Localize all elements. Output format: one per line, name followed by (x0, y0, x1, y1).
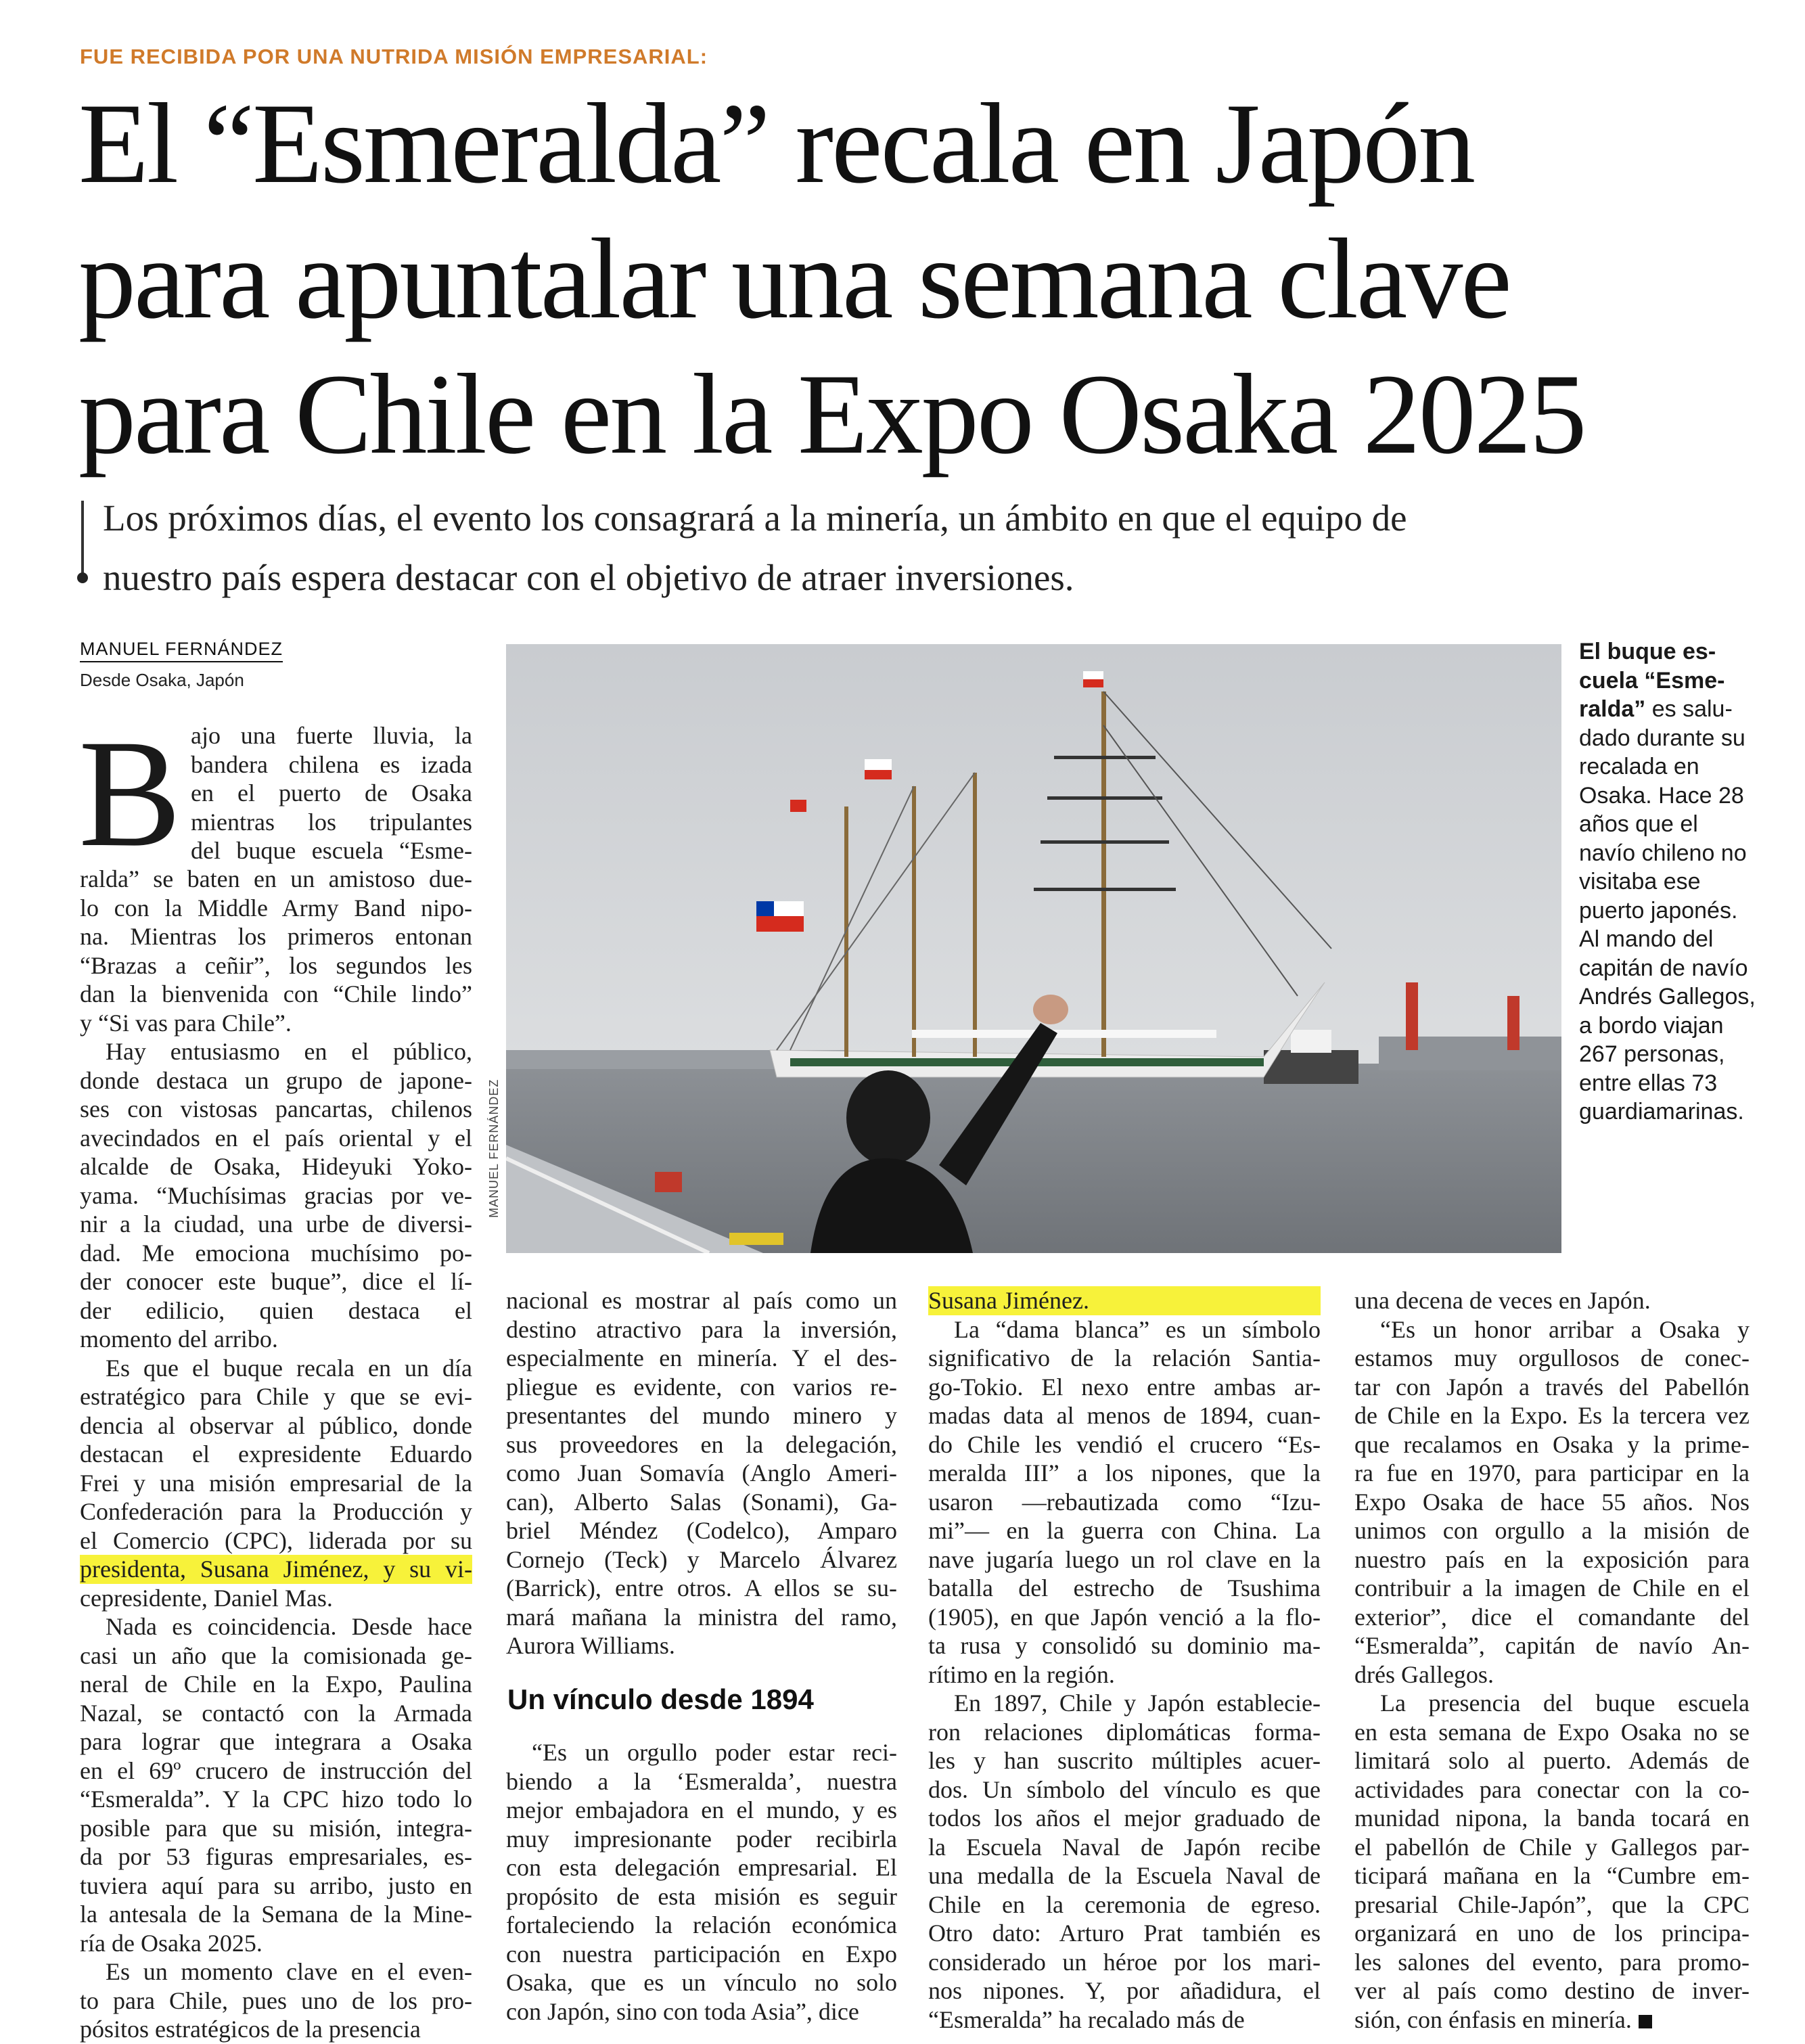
subhead: Un vínculo desde 1894 (507, 1683, 814, 1715)
text-line: alcalde de Osaka, Hideyuki Yoko- (80, 1153, 472, 1180)
text-line: considerado un héroe por los mari- (928, 1948, 1321, 1976)
text-line: presidenta, Susana Jiménez, y su vi- (80, 1555, 472, 1583)
text-line: Osaka, que es un vínculo no solo (506, 1969, 897, 1996)
text-line: nir a la ciudad, una urbe de diversi- (80, 1210, 472, 1237)
text-line: del buque escuela “Esme- (191, 837, 472, 864)
text-line: les salones del evento, para promo- (1354, 1948, 1750, 1976)
text-line: estratégico para Chile y que se evi- (80, 1383, 472, 1410)
text-line: to para Chile, pues uno de los pro- (80, 1986, 472, 2014)
text-line: unimos con orgullo a la misión de (1354, 1517, 1750, 1544)
text-line: Susana Jiménez. (928, 1286, 1321, 1315)
headline-line: para Chile en la Expo Osaka 2025 (78, 350, 1585, 478)
text-line: les y han suscrito múltiples acuer- (928, 1747, 1321, 1774)
text-line: En 1897, Chile y Japón establecie- (954, 1689, 1321, 1717)
text-line: de Chile en la Expo. Es la tercera vez (1354, 1402, 1750, 1429)
text-line: en esta semana de Expo Osaka no se (1354, 1718, 1750, 1746)
text-line: mi”— en la guerra con China. La (928, 1517, 1321, 1544)
column-1-top (191, 721, 472, 865)
text-line: na. Mientras los primeros entonan (80, 923, 472, 950)
text-line: Aurora Williams. (506, 1632, 675, 1659)
ship-photo (506, 644, 1561, 1253)
text-line: sión, con énfasis en minería. (1354, 2005, 1750, 2035)
text-line: nos nipones. Y, por añadidura, el (928, 1977, 1321, 2004)
caption-line: cuela “Esme- (1579, 667, 1725, 694)
text-line: ver al país como destino de inver- (1354, 1977, 1750, 2004)
caption-line: navío chileno no (1579, 840, 1747, 866)
caption-line: Andrés Gallegos, (1579, 984, 1756, 1009)
caption-line: a bordo viajan (1579, 1012, 1724, 1039)
text-line: do Chile les vendió el crucero “Es- (928, 1430, 1321, 1458)
text-line: der conocer este buque”, dice el lí- (80, 1268, 472, 1295)
photo-caption (1579, 637, 1782, 1127)
text-line: con Japón, sino con toda Asia”, dice (506, 1997, 859, 2025)
text-line: propósito de esta misión es seguir (506, 1882, 897, 1910)
text-line: da por 53 figuras empresariales, es- (80, 1843, 472, 1870)
text-line: “Esmeralda”, capitán de navío An- (1354, 1632, 1750, 1659)
text-line: batalla del estrecho de Tsushima (928, 1574, 1321, 1602)
text-line: significativo de la relación Santia- (928, 1344, 1321, 1371)
text-line: lo con la Middle Army Band nipo- (80, 894, 472, 922)
text-line: rítimo en la región. (928, 1660, 1115, 1688)
text-line: como Juan Somavía (Anglo Ameri- (506, 1459, 897, 1486)
headline-line: El “Esmeralda” recala en Japón (78, 80, 1474, 207)
text-line: momento del arribo. (80, 1325, 278, 1353)
text-line: drés Gallegos. (1354, 1660, 1494, 1688)
text-line: Es que el buque recala en un día (106, 1354, 472, 1382)
text-line: go-Tokio. El nexo entre ambas ar- (928, 1373, 1321, 1401)
text-line: biendo a la ‘Esmeralda’, nuestra (506, 1767, 897, 1795)
column-1 (80, 865, 472, 2044)
text-line: (1905), en que Japón venció a la flo- (928, 1603, 1321, 1631)
text-line: ajo una fuerte lluvia, la (191, 722, 472, 749)
caption-line: 267 personas, (1579, 1041, 1725, 1067)
text-line: Frei y una misión empresarial de la (80, 1469, 472, 1497)
text-line: Nazal, se contactó con la Armada (80, 1699, 472, 1727)
text-line: Nada es coincidencia. Desde hace (106, 1613, 472, 1640)
text-line: dad. Me emociona muchísimo po- (80, 1239, 472, 1267)
text-line: “Es un honor arribar a Osaka y (1380, 1315, 1750, 1343)
text-line: la Escuela Naval de Japón recibe (928, 1833, 1321, 1861)
text-line: ralda” se baten en un amistoso due- (80, 865, 472, 892)
text-line: tuviera aquí para su arribo, justo en (80, 1871, 472, 1899)
text-line: posible para que su misión, integra- (80, 1814, 472, 1842)
text-line: meralda III” a los nipones, que la (928, 1459, 1321, 1486)
text-line: contribuir a la imagen de Chile en el (1354, 1574, 1750, 1602)
text-line: una medalla de la Escuela Naval de (928, 1862, 1321, 1889)
text-line: Confederación para la Producción y (80, 1498, 472, 1525)
text-line: cepresidente, Daniel Mas. (80, 1584, 333, 1612)
text-line: especialmente en minería. Y el des- (506, 1344, 897, 1371)
text-line: donde destaca un grupo de japone- (80, 1066, 472, 1094)
kicker: FUE RECIBIDA POR UNA NUTRIDA MISIÓN EMPRESARIAL: (80, 45, 708, 68)
text-line: La “dama blanca” es un símbolo (954, 1315, 1321, 1343)
text-line: todos los años el mejor graduado de (928, 1804, 1321, 1832)
text-line: Hay entusiasmo en el público, (106, 1038, 472, 1065)
text-line: mejor embajadora en el mundo, y es (506, 1796, 897, 1823)
text-line: La presencia del buque escuela (1380, 1689, 1750, 1717)
text-line: Otro dato: Arturo Prat también es (928, 1920, 1321, 1947)
headline-line: para apuntalar una semana clave (78, 215, 1510, 342)
text-line: mará mañana la ministra del ramo, (506, 1603, 897, 1631)
text-line: briel Méndez (Codelco), Amparo (506, 1517, 897, 1544)
drop-cap: B (78, 708, 182, 879)
text-line: Chile en la ceremonia de egreso. (928, 1890, 1321, 1918)
text-line: destino atractivo para la inversión, (506, 1315, 897, 1343)
dek-line: nuestro país espera destacar con el objetivo de atraer inversiones. (103, 557, 1074, 598)
caption-line: entre ellas 73 (1579, 1070, 1718, 1096)
text-line: actividades para conectar con la co- (1354, 1775, 1750, 1803)
caption-line: guardiamarinas. (1579, 1099, 1744, 1125)
caption-line: ralda” es salu- (1579, 696, 1733, 722)
headline (78, 76, 1756, 482)
text-line: pósitos estratégicos de la presencia (80, 2016, 421, 2043)
text-line: der edilicio, quien destaca el (80, 1296, 472, 1324)
text-line: el Comercio (CPC), liderada por su (80, 1526, 472, 1554)
text-line: neral de Chile en la Expo, Paulina (80, 1671, 472, 1698)
photo-credit: MANUEL FERNÁNDEZ (487, 1078, 501, 1218)
text-line: destacan el expresidente Eduardo (80, 1440, 472, 1468)
text-line: el pabellón de Chile y Gallegos par- (1354, 1833, 1750, 1861)
text-line: pliegue es evidente, con varios re- (506, 1373, 897, 1401)
text-line: casi un año que la comisionada ge- (80, 1641, 472, 1669)
text-line: limitará solo al puerto. Además de (1354, 1747, 1750, 1774)
dateline: Desde Osaka, Japón (80, 670, 244, 690)
text-line: “Esmeralda” ha recalado más de (928, 2005, 1245, 2033)
text-line: nacional es mostrar al país como un (506, 1287, 897, 1314)
caption-line: recalada en (1579, 754, 1699, 779)
text-line: tar con Japón a través del Pabellón (1354, 1373, 1750, 1401)
text-line: (Barrick), entre otros. A ellos se su- (506, 1574, 897, 1602)
text-line: ticipará mañana en la “Cumbre em- (1354, 1862, 1750, 1889)
dek-bullet (77, 572, 88, 583)
text-line: yama. “Muchísimas gracias por ve- (80, 1181, 472, 1209)
text-line: dan la bienvenida con “Chile lindo” (80, 980, 472, 1007)
text-line: madas data al menos de 1894, cuan- (928, 1402, 1321, 1429)
text-line: estamos muy orgullosos de conec- (1354, 1344, 1750, 1371)
dek (103, 489, 1713, 608)
caption-line: Osaka. Hace 28 (1579, 782, 1744, 809)
text-line: para lograr que integrara a Osaka (80, 1728, 472, 1755)
text-line: nave jugaría luego un rol clave en la (928, 1545, 1321, 1573)
end-mark (1639, 2015, 1652, 2028)
text-line: dos. Un símbolo del vínculo es que (928, 1775, 1321, 1803)
text-line: avecindados en el país oriental y el (80, 1124, 472, 1152)
dek-bar (81, 501, 84, 575)
caption-line: años que el (1579, 811, 1698, 837)
text-line: con esta delegación empresarial. El (506, 1854, 897, 1881)
text-line: presentantes del mundo minero y (506, 1402, 897, 1429)
text-line: Es un momento clave en el even- (106, 1958, 472, 1985)
text-line: que recalamos en Osaka y la prime- (1354, 1430, 1750, 1458)
text-line: exterior”, dice el comandante del (1354, 1603, 1750, 1631)
text-line: muy impresionante poder recibirla (506, 1825, 897, 1853)
text-line: una decena de veces en Japón. (1354, 1287, 1651, 1314)
text-line: ría de Osaka 2025. (80, 1929, 262, 1957)
text-line: sus proveedores en la delegación, (506, 1430, 897, 1458)
text-line: munidad nipona, la banda tocará en (1354, 1804, 1750, 1832)
text-line: “Esmeralda”. Y la CPC hizo todo lo (80, 1786, 472, 1813)
text-line: ra fue en 1970, para participar en la (1354, 1459, 1750, 1486)
text-line: Cornejo (Teck) y Marcelo Álvarez (506, 1545, 897, 1573)
text-line: “Brazas a ceñir”, los segundos les (80, 951, 472, 979)
caption-line: puerto japonés. (1579, 897, 1738, 924)
column-2 (506, 1286, 897, 1660)
text-line: dencia al observar al público, donde (80, 1411, 472, 1439)
dek-line: Los próximos días, el evento los consagrará a la minería, un ámbito en que el equipo de (103, 497, 1407, 539)
text-line: en el 69º crucero de instrucción del (80, 1756, 472, 1784)
text-line: en el puerto de Osaka (191, 779, 472, 807)
text-line: ron relaciones diplomáticas forma- (928, 1718, 1321, 1746)
column-3 (928, 1286, 1321, 2034)
column-4 (1354, 1286, 1750, 2034)
text-line: fortaleciendo la relación económica (506, 1911, 897, 1938)
text-line: “Es un orgullo poder estar reci- (532, 1739, 897, 1766)
text-line: usaron —rebautizada como “Izu- (928, 1488, 1321, 1516)
text-line: la antesala de la Semana de la Mine- (80, 1901, 472, 1928)
text-line: presarial Chile-Japón”, que la CPC (1354, 1890, 1750, 1918)
text-line: organizará en uno de los principa- (1354, 1920, 1750, 1947)
caption-line: Al mando del (1579, 926, 1714, 952)
text-line: can), Alberto Salas (Sonami), Ga- (506, 1488, 897, 1516)
text-line: Expo Osaka de hace 55 años. Nos (1354, 1488, 1750, 1516)
caption-line: visitaba ese (1579, 869, 1701, 894)
text-line: bandera chilena es izada (191, 750, 472, 778)
column-2-bottom (506, 1738, 897, 2026)
text-line: con nuestra participación en Expo (506, 1940, 897, 1968)
text-line: ses con vistosas pancartas, chilenos (80, 1095, 472, 1122)
caption-line: dado durante su (1579, 725, 1745, 751)
text-line: mientras los tripulantes (191, 808, 472, 836)
caption-line: El buque es- (1579, 639, 1716, 664)
byline: MANUEL FERNÁNDEZ (80, 639, 283, 662)
text-line: y “Si vas para Chile”. (80, 1009, 292, 1037)
text-line: ta rusa y consolidó su dominio ma- (928, 1632, 1321, 1659)
text-line: nuestro país en la exposición para (1354, 1545, 1750, 1573)
caption-line: capitán de navío (1579, 955, 1748, 981)
